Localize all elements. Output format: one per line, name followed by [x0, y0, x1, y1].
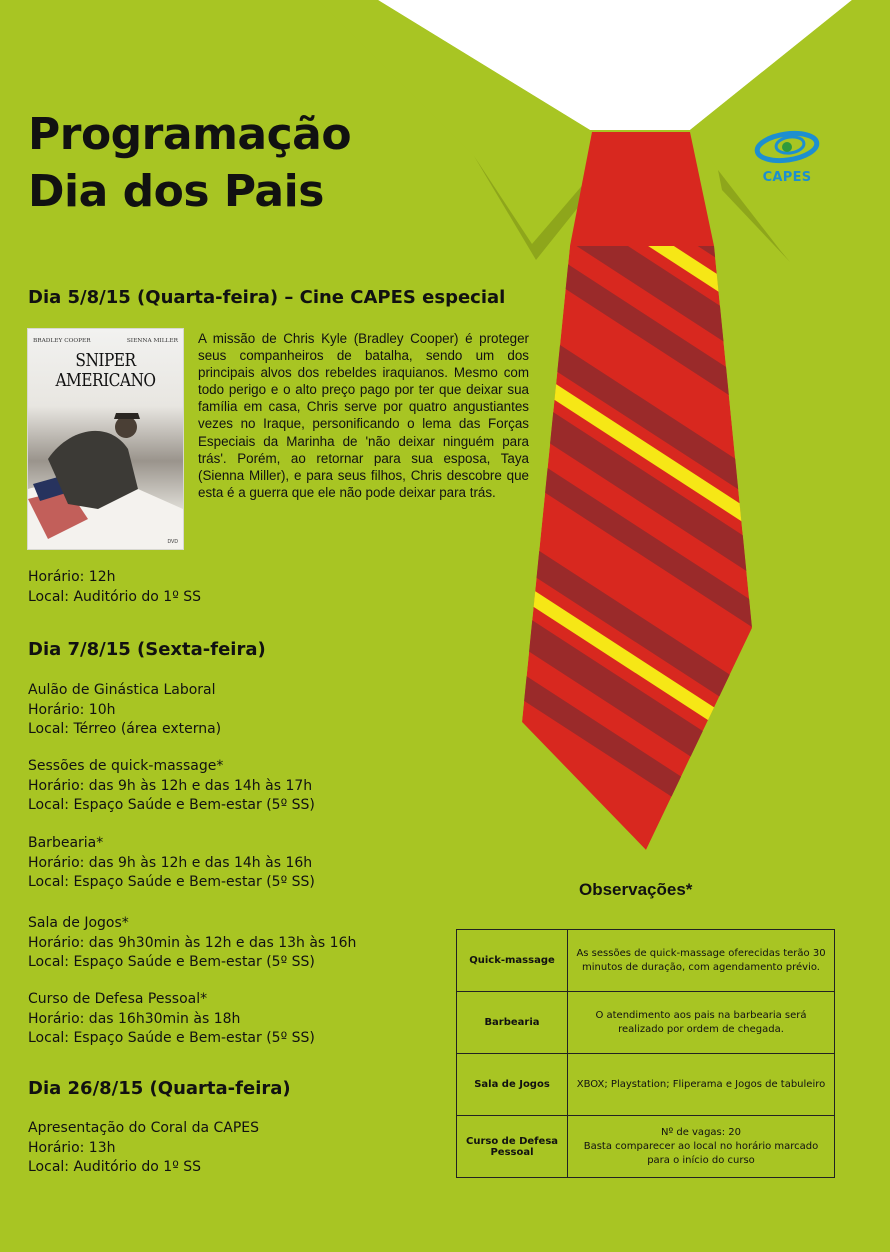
capes-logo-icon	[752, 123, 822, 171]
event3-heading: Dia 26/8/15 (Quarta-feira)	[28, 1078, 291, 1099]
observations-table	[456, 929, 835, 1178]
event3-details	[28, 1119, 259, 1178]
activity-name: Aulão de Ginástica Laboral	[28, 682, 216, 698]
activity-name: Curso de Defesa Pessoal*	[28, 991, 208, 1007]
page-title	[28, 106, 351, 220]
activity-place: Local: Espaço Saúde e Bem-estar (5º SS)	[28, 874, 315, 890]
activity-place: Local: Espaço Saúde e Bem-estar (5º SS)	[28, 954, 315, 970]
observation-label: Curso de Defesa Pessoal	[457, 1116, 568, 1178]
activity-place: Local: Térreo (área externa)	[28, 721, 222, 737]
table-row	[457, 1116, 835, 1178]
activity-time: Horário: das 9h30min às 12h e das 13h às 16h	[28, 934, 357, 951]
activity-place: Local: Espaço Saúde e Bem-estar (5º SS)	[28, 797, 315, 813]
poster-title: SNIPER AMERICANO	[55, 351, 156, 391]
table-row	[457, 930, 835, 992]
table-row	[457, 992, 835, 1054]
observation-label: Sala de Jogos	[457, 1054, 568, 1116]
movie-synopsis: A missão de Chris Kyle (Bradley Cooper) é proteger seus companheiros de batalha, sendo um dos principais alvos dos rebeldes iraquianos. Mesmo com todo perigo e o alto preço pago por ter que deixar sua família em casa, Chris serve por quatro angustiantes vezes no Iraque, personificando o lema das Forças Especiais da Marinha de 'não deixar ninguém para trás'. Porém, ao retornar para sua esposa, Taya (Sienna Miller), e para seus filhos, Chris descobre que esta é a guerra que ele não pode deixar para trás.	[198, 331, 529, 500]
event2-heading: Dia 7/8/15 (Sexta-feira)	[28, 639, 266, 660]
observation-text: As sessões de quick-massage oferecidas terão 30 minutos de duração, com agendamento prévio.	[568, 930, 835, 992]
observation-label: Barbearia	[457, 992, 568, 1054]
event1-heading: Dia 5/8/15 (Quarta-feira) – Cine CAPES especial	[28, 287, 506, 308]
activity-name: Barbearia*	[28, 835, 104, 851]
observations-title: Observações*	[579, 880, 693, 899]
capes-logo	[752, 123, 822, 189]
poster-soldier-image	[28, 389, 183, 549]
event1-time: Horário: 12h	[28, 569, 116, 585]
title-line-1: Programação	[28, 109, 352, 160]
capes-logo-text: CAPES	[762, 170, 812, 185]
event3-name: Apresentação do Coral da CAPES	[28, 1120, 260, 1136]
activity-block	[28, 834, 315, 893]
poster-dvd-badge: DVD	[167, 539, 178, 545]
activity-time: Horário: das 9h às 12h e das 14h às 17h	[28, 777, 313, 794]
activity-name: Sessões de quick-massage*	[28, 758, 224, 774]
title-line-2: Dia dos Pais	[28, 166, 324, 217]
activity-time: Horário: das 16h30min às 18h	[28, 1010, 241, 1027]
tie-knot	[570, 132, 714, 246]
event3-place: Local: Auditório do 1º SS	[28, 1159, 202, 1175]
activity-block	[28, 681, 221, 740]
table-row	[457, 1054, 835, 1116]
activity-time: Horário: das 9h às 12h e das 14h às 16h	[28, 854, 313, 871]
activity-block	[28, 757, 315, 816]
activity-block	[28, 914, 356, 973]
event3-time: Horário: 13h	[28, 1139, 116, 1156]
observation-label: Quick-massage	[457, 930, 568, 992]
poster-actor-left: BRADLEY COOPER	[33, 338, 91, 344]
activity-time: Horário: 10h	[28, 701, 116, 718]
activity-place: Local: Espaço Saúde e Bem-estar (5º SS)	[28, 1030, 315, 1046]
activity-name: Sala de Jogos*	[28, 915, 129, 931]
observation-text: Nº de vagas: 20 Basta comparecer ao local no horário marcado para o início do curso	[568, 1116, 835, 1178]
activity-block	[28, 990, 315, 1049]
event1-details	[28, 568, 201, 607]
observation-text: XBOX; Playstation; Fliperama e Jogos de tabuleiro	[568, 1054, 835, 1116]
poster-actor-right: SIENNA MILLER	[126, 338, 178, 344]
observation-text: O atendimento aos pais na barbearia será realizado por ordem de chegada.	[568, 992, 835, 1054]
event1-place: Local: Auditório do 1º SS	[28, 588, 202, 605]
movie-poster	[28, 329, 183, 549]
